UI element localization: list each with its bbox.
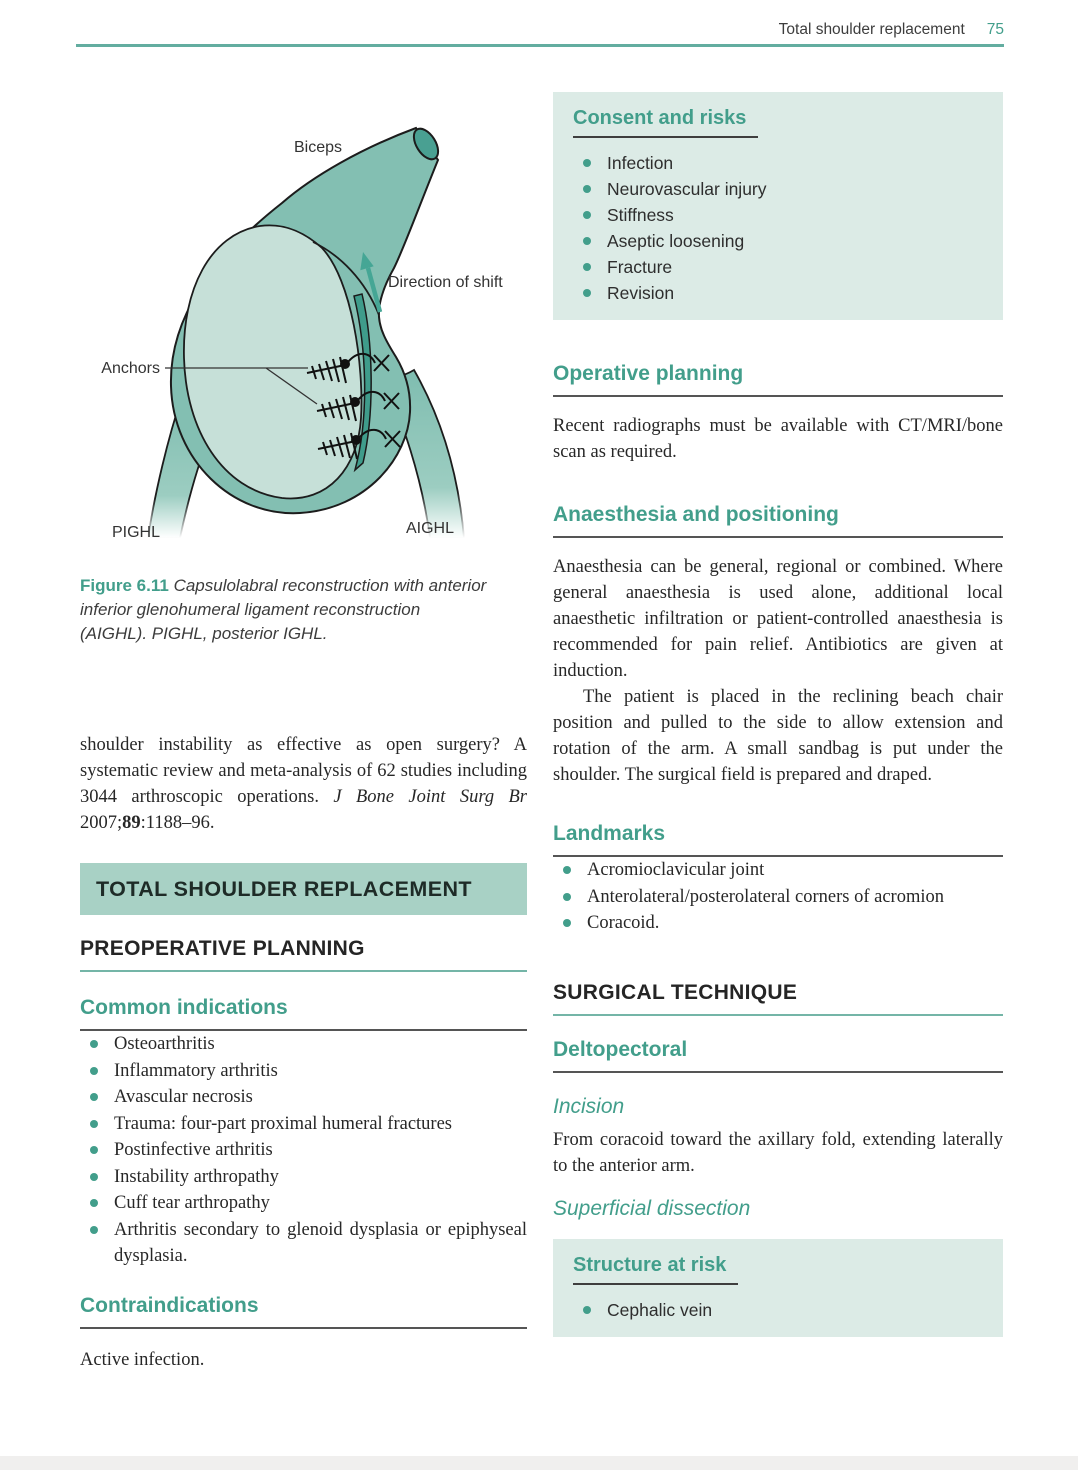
landmarks-list: [553, 857, 1003, 937]
structure-at-risk-box: [553, 1239, 1003, 1337]
consent-risks-list: [573, 150, 983, 306]
list-item: Osteoarthritis: [80, 1031, 527, 1058]
reference-year: 2007;: [80, 813, 123, 833]
capsulolabral-diagram: [80, 95, 527, 560]
common-indications-list: [80, 1031, 527, 1270]
list-item: Trauma: four-part proximal humeral fractures: [80, 1111, 527, 1138]
biceps-label: Biceps: [293, 139, 343, 156]
list-item: Aseptic loosening: [573, 228, 983, 254]
incision-text: From coracoid toward the axillary fold, extending laterally to the anterior arm.: [553, 1129, 1003, 1176]
heading-incision: Incision: [553, 1094, 625, 1118]
journal-title: J Bone Joint Surg Br: [333, 787, 528, 807]
list-item: Revision: [573, 280, 983, 306]
anaesthesia-paragraph-1: Anaesthesia can be general, regional or combined. Where general anaesthesia is used alone, additional local anaesthetic infiltration or patient-controlled anaesthesia is recommended for pain relief. Antibiotics are given at induction.: [553, 557, 1003, 681]
heading-deltopectoral: Deltopectoral: [553, 1038, 1003, 1073]
list-item: Stiffness: [573, 202, 983, 228]
heading-superficial-dissection: Superficial dissection: [553, 1196, 751, 1220]
list-item: Cuff tear arthropathy: [80, 1190, 527, 1217]
running-head: [779, 21, 1004, 39]
left-column: [80, 95, 527, 1373]
heading-contraindications: Contraindications: [80, 1294, 527, 1329]
reference-pages: :1188–96.: [140, 813, 215, 833]
header-rule: [76, 44, 1004, 47]
list-item: Instability arthropathy: [80, 1164, 527, 1191]
list-item: Acromioclavicular joint: [553, 857, 1003, 884]
operative-planning-text: Recent radiographs must be available with CT/MRI/bone scan as required.: [553, 416, 1003, 462]
reference-text: shoulder instability as effective as open surgery? A systematic review and meta-analysis of 62 studies including 3044 arthroscopic operations.: [80, 735, 527, 807]
heading-consent-and-risks: Consent and risks: [573, 107, 758, 138]
heading-preoperative-planning: PREOPERATIVE PLANNING: [80, 937, 527, 972]
direction-of-shift-label: Direction of shift: [388, 274, 503, 291]
heading-operative-planning: Operative planning: [553, 362, 1003, 397]
reference-paragraph: [80, 732, 527, 836]
heading-structure-at-risk: Structure at risk: [573, 1254, 738, 1285]
list-item: Coracoid.: [553, 910, 1003, 937]
consent-and-risks-box: [553, 92, 1003, 320]
heading-landmarks: Landmarks: [553, 822, 1003, 857]
structure-at-risk-list: [573, 1297, 983, 1323]
figure-caption-text: Capsulolabral reconstruction with anterior inferior glenohumeral ligament reconstruction (AIGHL). PIGHL, posterior IGHL.: [80, 576, 487, 643]
anaesthesia-paragraph-2: The patient is placed in the reclining beach chair position and pulled to the side to allow extension and rotation of the arm. A small sandbag is put under the shoulder. The surgical field is prepared and draped.: [553, 687, 1003, 785]
list-item: Inflammatory arthritis: [80, 1058, 527, 1085]
page-number: 75: [986, 21, 1004, 38]
list-item: Arthritis secondary to glenoid dysplasia or epiphyseal dysplasia.: [80, 1217, 527, 1270]
right-column: [553, 92, 1003, 1337]
list-item: Anterolateral/posterolateral corners of acromion: [553, 884, 1003, 911]
figure-6-11-diagram: [80, 95, 527, 560]
heading-anaesthesia-and-positioning: Anaesthesia and positioning: [553, 503, 1003, 538]
pighl-label: PIGHL: [111, 524, 161, 541]
aighl-label: AIGHL: [405, 520, 455, 537]
contraindications-text: Active infection.: [80, 1349, 205, 1370]
page-edge-strip: [0, 1456, 1078, 1470]
list-item: Avascular necrosis: [80, 1084, 527, 1111]
running-head-title: Total shoulder replacement: [778, 21, 965, 38]
list-item: Cephalic vein: [573, 1297, 983, 1323]
heading-surgical-technique: SURGICAL TECHNIQUE: [553, 981, 1003, 1016]
section-banner-total-shoulder-replacement: TOTAL SHOULDER REPLACEMENT: [80, 863, 527, 915]
list-item: Fracture: [573, 254, 983, 280]
list-item: Postinfective arthritis: [80, 1137, 527, 1164]
figure-caption: [80, 574, 490, 646]
journal-volume: 89: [122, 813, 141, 833]
heading-common-indications: Common indications: [80, 996, 527, 1031]
figure-caption-label: Figure 6.11: [80, 576, 169, 595]
list-item: Infection: [573, 150, 983, 176]
anchors-label: Anchors: [101, 360, 160, 377]
list-item: Neurovascular injury: [573, 176, 983, 202]
